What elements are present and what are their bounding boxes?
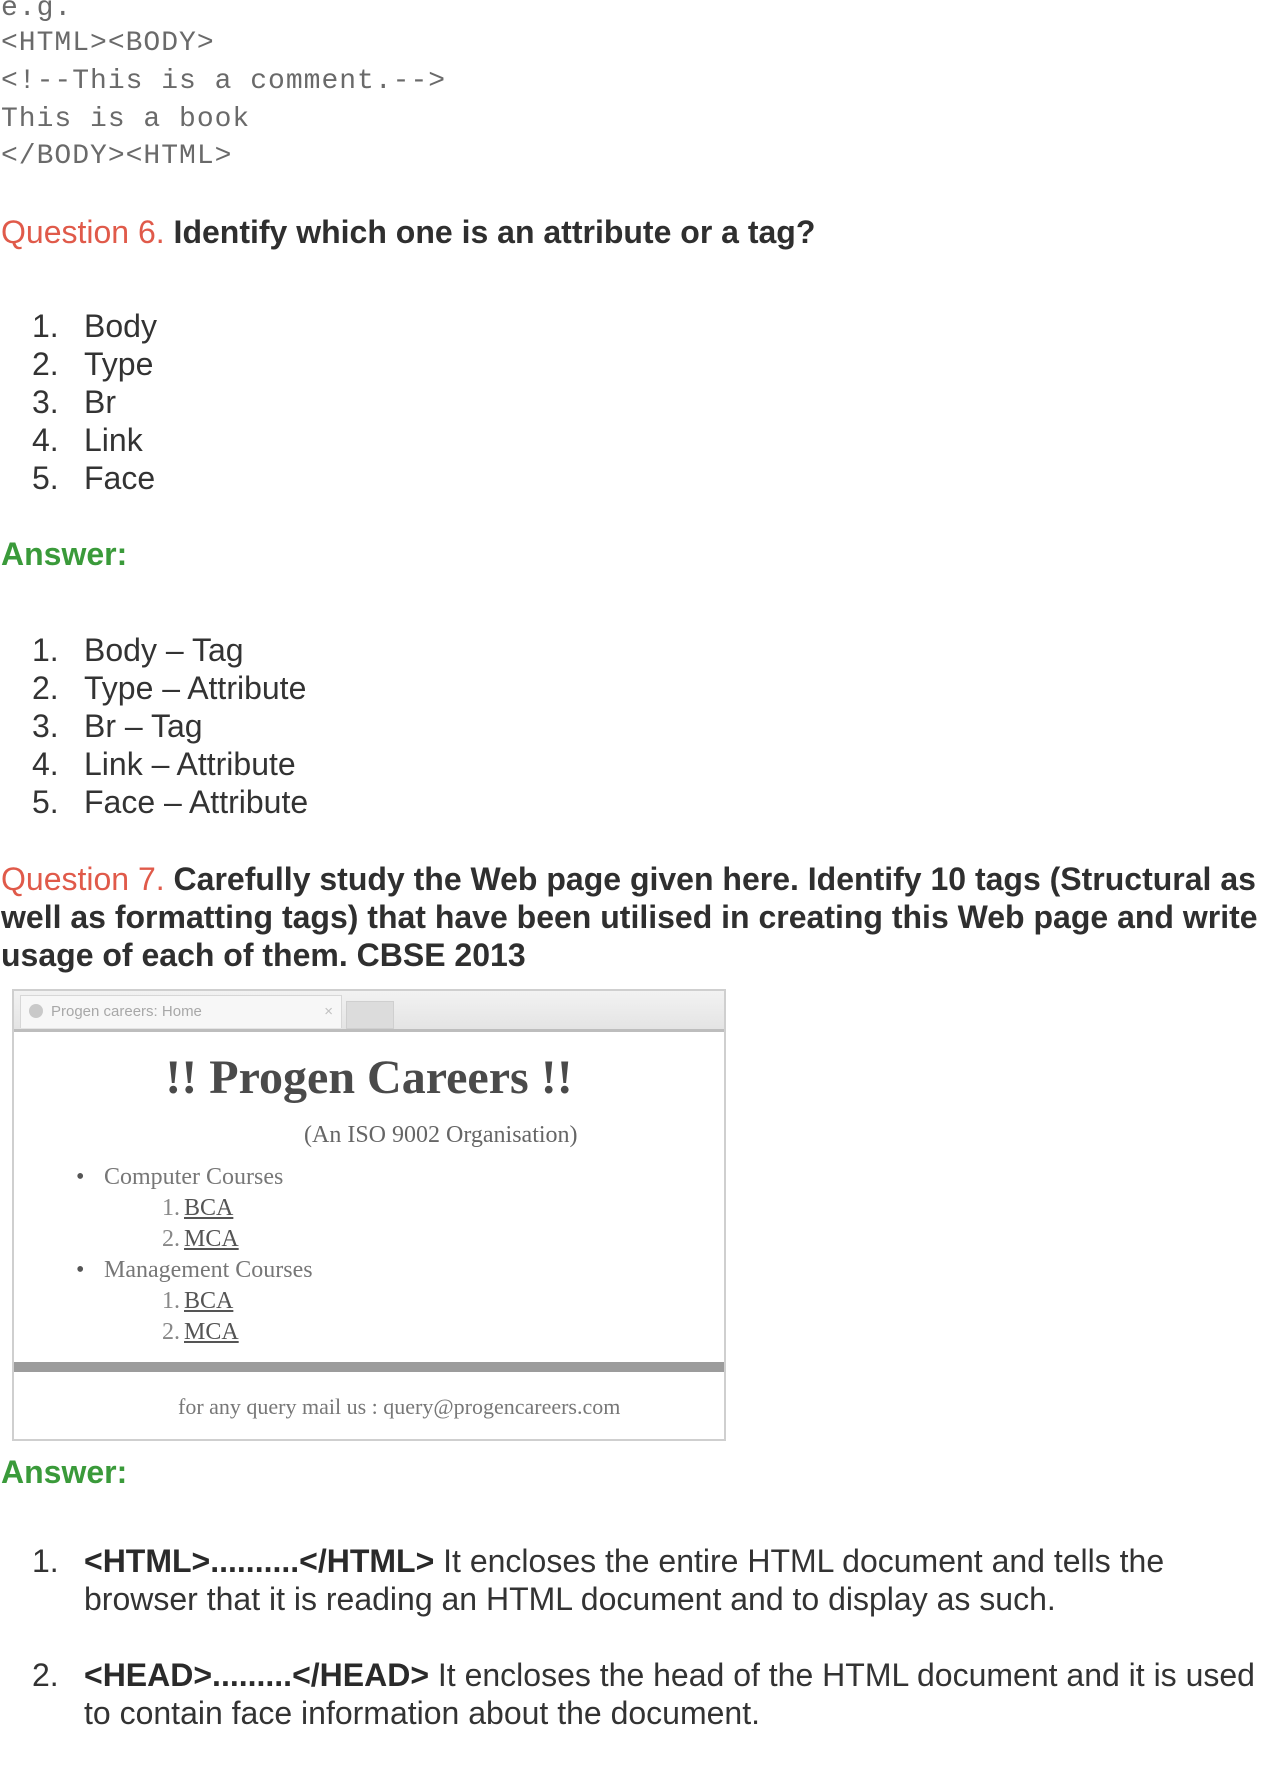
list-item (0, 631, 308, 669)
item-number: 2. (162, 1319, 180, 1345)
item-number: 1. (32, 308, 59, 344)
list-item (0, 307, 157, 345)
item-text: It encloses the head of the HTML document and it is used to contain face information about the document. (84, 1657, 1255, 1731)
footer-text: for any query mail us : query@progencareers.com (178, 1394, 621, 1419)
close-icon: × (324, 1003, 333, 1020)
item-number: 2. (162, 1226, 180, 1252)
list-item (0, 1542, 1260, 1618)
code-line: <!--This is a comment.--> (1, 66, 447, 97)
item-text: Type (84, 346, 154, 382)
item-text: It encloses the entire HTML document and tells the browser that it is reading an HTML document and to display as such. (84, 1543, 1165, 1617)
question-7-label: Question 7. (1, 861, 165, 897)
item-text: Body (84, 308, 157, 344)
tag-name: <HTML>..........</HTML> (84, 1543, 435, 1579)
list-item (0, 421, 157, 459)
course-link: MCA (184, 1319, 239, 1345)
code-line: e.g. (1, 0, 73, 24)
item-number: 2. (32, 670, 59, 706)
page-heading: !! Progen Careers !! (165, 1051, 573, 1104)
code-line: </BODY><HTML> (1, 141, 233, 172)
answer-label: Answer: (1, 536, 128, 572)
page-subtitle: (An ISO 9002 Organisation) (304, 1122, 578, 1148)
answer-label: Answer: (1, 1454, 128, 1490)
browser-content (14, 1032, 724, 1362)
item-text: Br (84, 384, 116, 420)
question-6-heading (1, 213, 1266, 251)
course-category (64, 1255, 313, 1348)
course-link: BCA (184, 1288, 234, 1314)
question-7-text: Carefully study the Web page given here. Identify 10 tags (Structural as well as formatting tags) that have been utilised in creating this Web page and write usage of each of them. CBSE 2013 (1, 861, 1258, 973)
new-tab-button (346, 1001, 394, 1029)
code-line: This is a book (1, 104, 251, 135)
item-number: 2. (32, 1657, 59, 1693)
item-text: Link (84, 422, 143, 458)
item-number: 3. (32, 708, 59, 744)
code-line: <HTML><BODY> (1, 28, 215, 59)
course-link: BCA (184, 1195, 234, 1221)
browser-tab (20, 995, 342, 1028)
course-item (104, 1193, 313, 1224)
list-item (0, 383, 157, 421)
course-items (104, 1286, 313, 1348)
item-text: Face – Attribute (84, 784, 309, 820)
question-7-answers (0, 1542, 1260, 1770)
item-number: 5. (32, 460, 59, 496)
question-6-options (0, 307, 157, 497)
course-category (64, 1162, 313, 1255)
tag-name: <HEAD>.........</HEAD> (84, 1657, 429, 1693)
item-number: 1. (32, 1543, 59, 1579)
page-footer (14, 1372, 724, 1439)
question-6-text: Identify which one is an attribute or a tag? (173, 214, 816, 250)
course-item (104, 1286, 313, 1317)
item-text: Face (84, 460, 156, 496)
course-item (104, 1317, 313, 1348)
item-number: 2. (32, 346, 59, 382)
item-number: 4. (32, 422, 59, 458)
item-number: 4. (32, 746, 59, 782)
item-text: Link – Attribute (84, 746, 296, 782)
item-text: Type – Attribute (84, 670, 307, 706)
question-6-answers (0, 631, 308, 821)
list-item (0, 1656, 1260, 1732)
course-name: Management Courses (104, 1257, 313, 1283)
course-item (104, 1224, 313, 1255)
list-item (0, 783, 308, 821)
item-number: 3. (32, 384, 59, 420)
browser-screenshot (12, 989, 726, 1441)
course-items (104, 1193, 313, 1255)
list-item (0, 745, 308, 783)
item-text: Body – Tag (84, 632, 244, 668)
horizontal-rule (14, 1362, 724, 1372)
list-item (0, 707, 308, 745)
browser-tab-title: Progen careers: Home (51, 1003, 202, 1020)
item-number: 1. (162, 1288, 180, 1314)
course-link: MCA (184, 1226, 239, 1252)
item-number: 1. (32, 632, 59, 668)
course-list (64, 1162, 313, 1348)
list-item (0, 345, 157, 383)
list-item (0, 669, 308, 707)
item-text: Br – Tag (84, 708, 203, 744)
question-7-heading (1, 860, 1266, 974)
item-number: 5. (32, 784, 59, 820)
question-6-label: Question 6. (1, 214, 165, 250)
course-name: Computer Courses (104, 1164, 284, 1190)
item-number: 1. (162, 1195, 180, 1221)
browser-tab-bar (14, 991, 724, 1032)
favicon-icon (29, 1004, 43, 1018)
list-item (0, 459, 157, 497)
